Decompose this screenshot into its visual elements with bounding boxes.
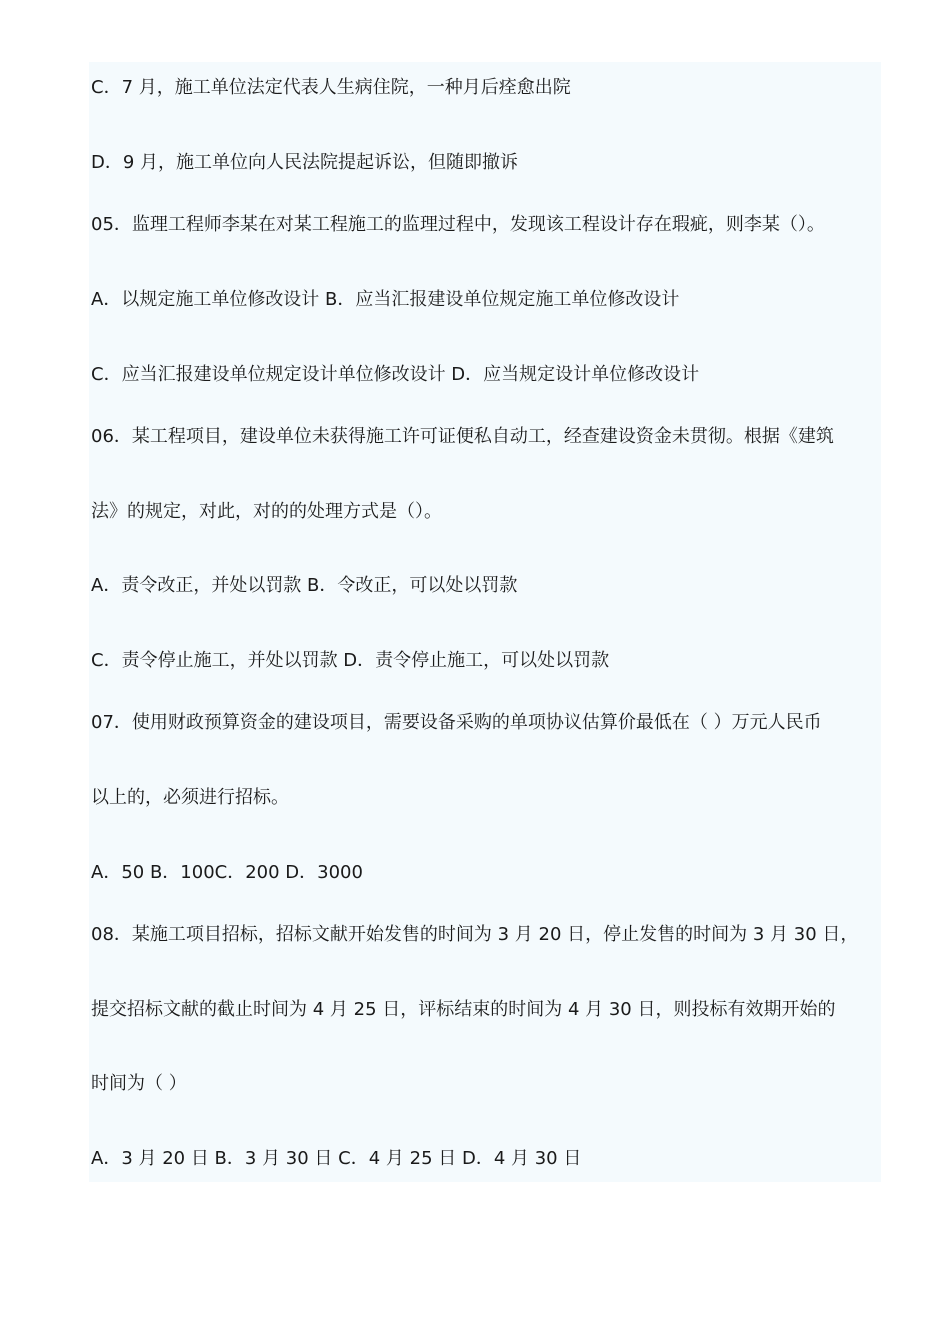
options-cd-q06: C．责令停止施工，并处以罚款 D．责令停止施工，可以处以罚款 [91,650,610,671]
options-ab-q05: A．以规定施工单位修改设计 B．应当汇报建设单位规定施工单位修改设计 [91,289,680,310]
question-07-line-1: 07．使用财政预算资金的建设项目，需要设备采购的单项协议估算价最低在（ ）万元人民币 [91,712,822,733]
options-q07: A．50 B．100C．200 D．3000 [91,862,363,883]
question-08-line-1: 08．某施工项目招标，招标文献开始发售的时间为 3 月 20 日，停止发售的时间为 3 月 30 日， [91,924,859,945]
option-c-q04: C．7 月，施工单位法定代表人生病住院，一种月后痊愈出院 [91,77,571,98]
question-06-line-1: 06．某工程项目，建设单位未获得施工许可证便私自动工，经查建设资金未贯彻。根据《建筑 [91,426,834,447]
option-d-q04: D．9 月，施工单位向人民法院提起诉讼，但随即撤诉 [91,152,519,173]
question-05: 05．监理工程师李某在对某工程施工的监理过程中，发现该工程设计存在瑕疵，则李某（）。 [91,214,825,235]
question-06-line-2: 法》的规定，对此，对的的处理方式是（）。 [91,501,442,522]
question-08-line-2: 提交招标文献的截止时间为 4 月 25 日，评标结束的时间为 4 月 30 日，则投标有效期开始的 [91,999,836,1020]
options-ab-q06: A．责令改正，并处以罚款 B．令改正，可以处以罚款 [91,575,518,596]
options-cd-q05: C．应当汇报建设单位规定设计单位修改设计 D．应当规定设计单位修改设计 [91,364,700,385]
options-q08: A．3 月 20 日 B．3 月 30 日 C．4 月 25 日 D．4 月 30 日 [91,1148,582,1169]
question-08-line-3: 时间为（ ） [91,1073,187,1094]
question-07-line-2: 以上的，必须进行招标。 [91,787,289,808]
